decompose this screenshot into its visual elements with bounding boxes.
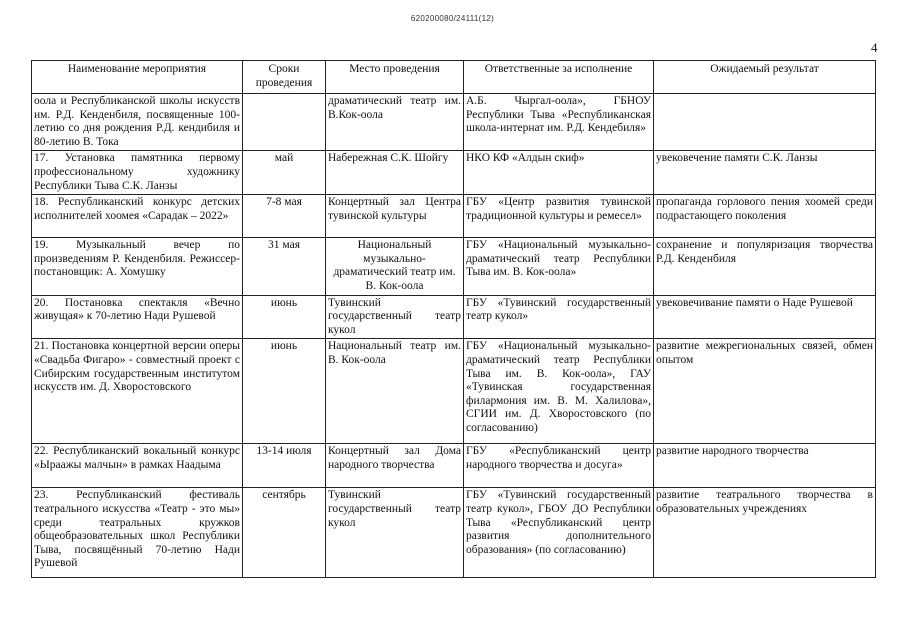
column-header-date: Сроки проведения (243, 61, 326, 94)
event-place-cell: Тувинский государственный театр кукол (326, 488, 464, 578)
event-name-cell: 21. Постановка концертной версии оперы «Свадьба Фигаро» - совместный проект с Сибирским государственным институтом искусств им. Д. Хворостовского (32, 339, 243, 444)
event-result-cell: сохранение и популяризация творчества Р.Д. Кенденбиля (654, 238, 876, 295)
event-place-cell: драматический театр им. В.Кок-оола (326, 94, 464, 151)
column-header-name: Наименование мероприятия (32, 61, 243, 94)
event-result-cell (654, 94, 876, 151)
event-place-cell: Концертный зал Дома народного творчества (326, 444, 464, 488)
event-result-cell: развитие театрального творчества в образовательных учреждениях (654, 488, 876, 578)
table-row (32, 195, 876, 238)
event-name-cell: 18. Республиканский конкурс детских исполнителей хоомея «Сарадак – 2022» (32, 195, 243, 238)
event-name-cell: 17. Установка памятника первому профессиональному художнику Республики Тыва С.К. Ланзы (32, 151, 243, 195)
event-responsible-cell: А.Б. Чыргал-оола», ГБНОУ Республики Тыва «Республиканская школа-интернат им. Р.Д. Кендебиля» (464, 94, 654, 151)
event-date-cell: 31 мая (243, 238, 326, 295)
table-row (32, 94, 876, 151)
event-responsible-cell: ГБУ «Национальный музыкально-драматический театр Республики Тыва им. В. Кок-оола» (464, 238, 654, 295)
event-date-cell: сентябрь (243, 488, 326, 578)
event-result-cell: пропаганда горлового пения хоомей среди подрастающего поколения (654, 195, 876, 238)
event-name-cell: оола и Республиканской школы искусств им. Р.Д. Кенденбиля, посвященные 100-летию со дня рождения Р.Д. кендибиля и 80-летию В. Тока (32, 94, 243, 151)
page-number: 4 (871, 40, 878, 55)
event-responsible-cell: ГБУ «Национальный музыкально-драматический театр Республики Тыва им. В. Кок-оола», ГАУ «Тувинская государственная филармония им. В. М. Халилова», СГИИ им. Д. Хворостовского (по согласованию) (464, 339, 654, 444)
event-place-cell: Национальный театр им. В. Кок-оола (326, 339, 464, 444)
event-date-cell: июнь (243, 339, 326, 444)
table-header-row (32, 61, 876, 94)
event-responsible-cell: ГБУ «Тувинский государственный театр кукол» (464, 295, 654, 339)
event-name-cell: 19. Музыкальный вечер по произведениям Р. Кенденбиля. Режиссер-постановщик: А. Хомушку (32, 238, 243, 295)
event-place-cell: Набережная С.К. Шойгу (326, 151, 464, 195)
table-row (32, 295, 876, 339)
table-row (32, 339, 876, 444)
event-responsible-cell: ГБУ «Республиканский центр народного творчества и досуга» (464, 444, 654, 488)
event-date-cell (243, 94, 326, 151)
column-header-place: Место проведения (326, 61, 464, 94)
table-row (32, 238, 876, 295)
event-name-cell: 20. Постановка спектакля «Вечно живущая» к 70-летию Нади Рушевой (32, 295, 243, 339)
document-id: 620200080/24111(12) (410, 14, 495, 23)
table-row (32, 444, 876, 488)
event-date-cell: май (243, 151, 326, 195)
event-name-cell: 23. Республиканский фестиваль театрального искусства «Театр - это мы» среди театральных кружков общеобразовательных школ Республики Тыва, посвящённый 70-летию Нади Рушевой (32, 488, 243, 578)
table-row (32, 151, 876, 195)
event-responsible-cell: ГБУ «Тувинский государственный театр кукол», ГБОУ ДО Республики Тыва «Республиканский центр развития дополнительного образования» (по согласованию) (464, 488, 654, 578)
event-responsible-cell: НКО КФ «Алдын скиф» (464, 151, 654, 195)
events-table (31, 60, 876, 578)
column-header-responsible: Ответственные за исполнение (464, 61, 654, 94)
column-header-result: Ожидаемый результат (654, 61, 876, 94)
event-name-cell: 22. Республиканский вокальный конкурс «Ыраажы малчын» в рамках Наадыма (32, 444, 243, 488)
table-row (32, 488, 876, 578)
event-date-cell: 13-14 июля (243, 444, 326, 488)
event-date-cell: 7-8 мая (243, 195, 326, 238)
event-place-cell: Концертный зал Центра тувинской культуры (326, 195, 464, 238)
event-date-cell: июнь (243, 295, 326, 339)
event-responsible-cell: ГБУ «Центр развития тувинской традиционной культуры и ремесел» (464, 195, 654, 238)
event-place-cell: Тувинский государственный театр кукол (326, 295, 464, 339)
event-result-cell: развитие межрегиональных связей, обмен опытом (654, 339, 876, 444)
event-result-cell: увековечивание памяти о Наде Рушевой (654, 295, 876, 339)
event-result-cell: увековечение памяти С.К. Ланзы (654, 151, 876, 195)
event-place-cell: Национальный музыкально-драматический театр им. В. Кок-оола (326, 238, 464, 295)
event-result-cell: развитие народного творчества (654, 444, 876, 488)
